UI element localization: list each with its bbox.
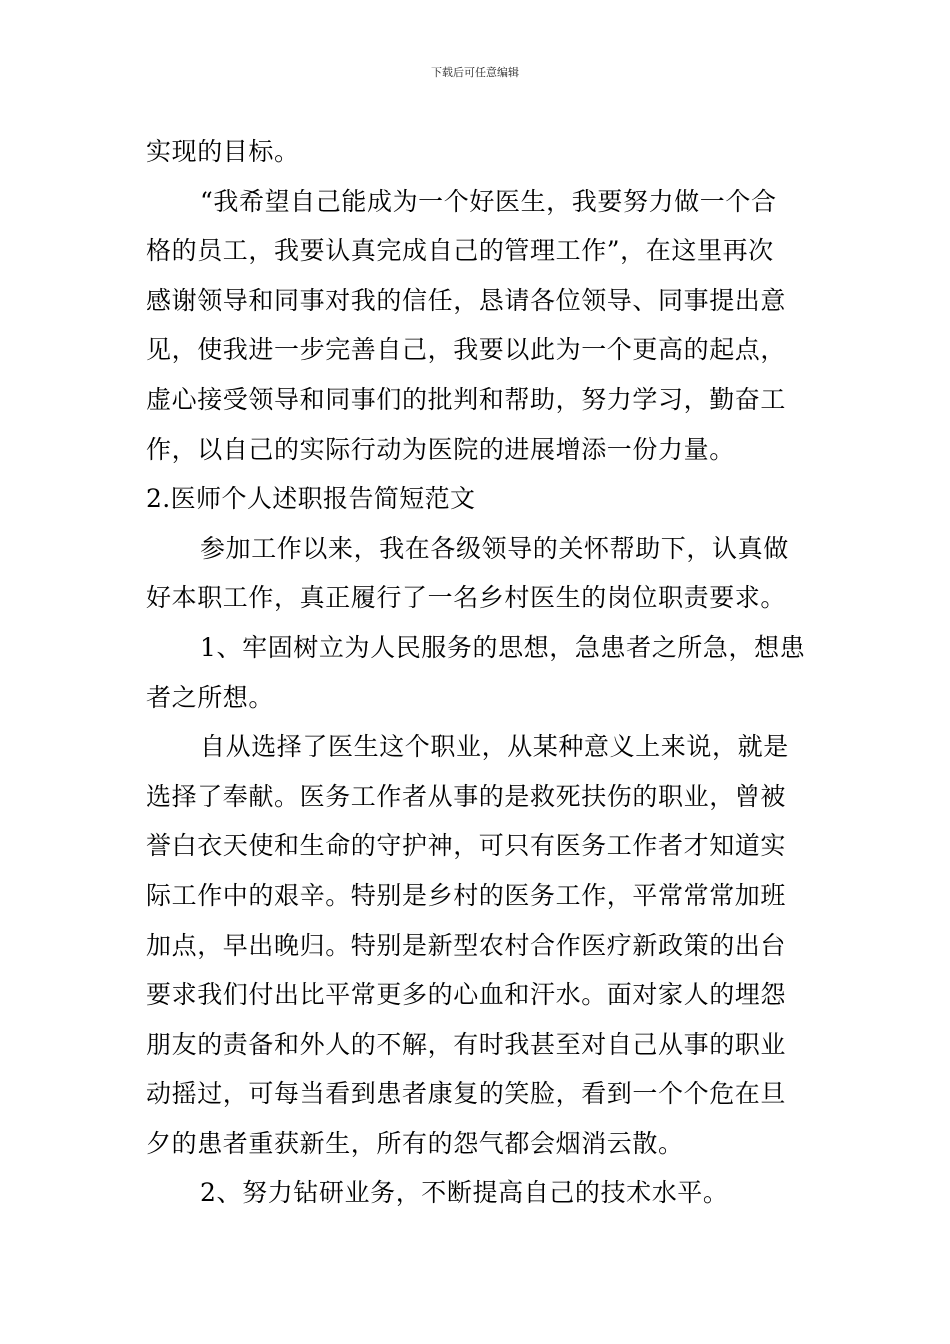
text-line: 誉白衣天使和生命的守护神，可只有医务工作者才知道实 — [146, 831, 787, 861]
text-line: 2、努力钻研业务，不断提高自己的技术水平。 — [200, 1178, 729, 1208]
text-line: 1、牢固树立为人民服务的思想，急患者之所急，想患 — [200, 632, 806, 662]
text-line: 参加工作以来，我在各级领导的关怀帮助下，认真做 — [200, 533, 789, 563]
page-header-note: 下载后可任意编辑 — [431, 66, 519, 79]
text-line: 动摇过，可每当看到患者康复的笑脸，看到一个个危在旦 — [146, 1079, 787, 1109]
text-line: 者之所想。 — [146, 682, 275, 712]
text-line: 朋友的责备和外人的不解，有时我甚至对自己从事的职业 — [146, 1029, 787, 1059]
text-line: 自从选择了医生这个职业，从某种意义上来说，就是 — [200, 732, 789, 762]
text-line: 加点，早出晚归。特别是新型农村合作医疗新政策的出台 — [146, 930, 787, 960]
text-line: 作，以自己的实际行动为医院的进展增添一份力量。 — [146, 434, 735, 464]
text-line: 实现的目标。 — [146, 137, 300, 166]
section-heading: 2.医师个人述职报告简短范文 — [146, 484, 476, 514]
text-line: 虚心接受领导和同事们的批判和帮助，努力学习，勤奋工 — [146, 384, 787, 414]
document-body — [146, 127, 806, 1218]
text-line: 格的员工，我要认真完成自己的管理工作”，在这里再次 — [146, 236, 774, 266]
text-line: “我希望自己能成为一个好医生，我要努力做一个合 — [200, 186, 777, 216]
text-line: 要求我们付出比平常更多的心血和汗水。面对家人的埋怨 — [146, 980, 787, 1010]
text-line: 际工作中的艰辛。特别是乡村的医务工作，平常常常加班 — [146, 880, 787, 910]
text-line: 夕的患者重获新生，所有的怨气都会烟消云散。 — [146, 1128, 684, 1158]
text-line: 选择了奉献。医务工作者从事的是救死扶伤的职业，曾被 — [146, 781, 787, 811]
text-line: 好本职工作，真正履行了一名乡村医生的岗位职责要求。 — [146, 583, 787, 613]
text-line: 见，使我进一步完善自己，我要以此为一个更高的起点， — [146, 335, 787, 365]
text-line: 感谢领导和同事对我的信任，恳请各位领导、同事提出意 — [146, 285, 787, 315]
